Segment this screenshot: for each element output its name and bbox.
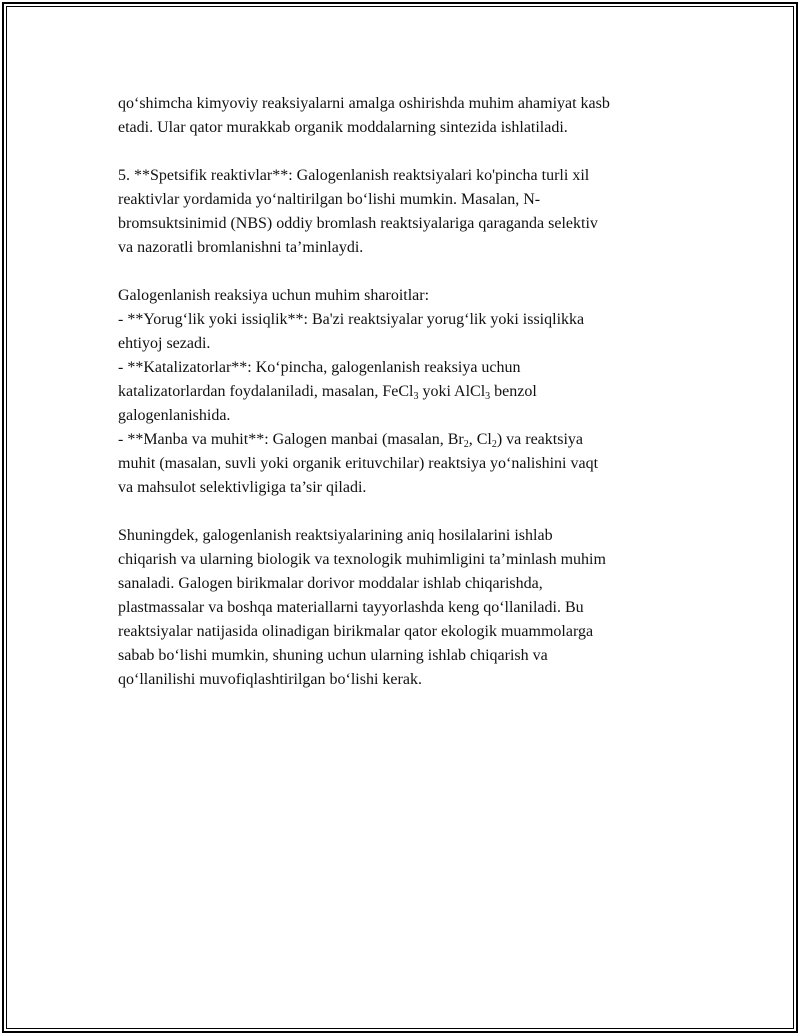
text-line: Shuningdek, galogenlanish reaktsiyalarining aniq hosilalarini ishlab (118, 527, 553, 544)
text-line: muhit (masalan, suvli yoki organik erituvchilar) reaktsiya yo‘nalishini vaqt (118, 455, 599, 472)
text-line: va mahsulot selektivligiga ta’sir qiladi. (118, 479, 367, 496)
text-line: qo‘llanilishi muvofiqlashtirilgan bo‘lishi kerak. (118, 671, 422, 688)
text-line: bromsuktsinimid (NBS) oddiy bromlash reaktsiyalariga qaraganda selektiv (118, 215, 598, 232)
bullet-light-heat: - **Yorug‘lik yoki issiqlik**: Ba'zi reaktsiyalar yorug‘lik yoki issiqlikka (118, 311, 585, 328)
text-line: qo‘shimcha kimyoviy reaksiyalarni amalga oshirishda muhim ahamiyat kasb (118, 95, 610, 112)
text-line-with-formula: katalizatorlardan foydalaniladi, masalan, FeCl$_3$ yoki AlCl$_3$ benzol (118, 383, 537, 402)
bullet-catalysts: - **Katalizatorlar**: Ko‘pincha, galogenlanish reaksiya uchun (118, 359, 521, 376)
text-line: reaktivlar yordamida yo‘naltirilgan bo‘lishi mumkin. Masalan, N- (118, 191, 541, 208)
text-line: reaktsiyalar natijasida olinadigan birikmalar qator ekologik muammolarga (118, 623, 594, 640)
conditions-section (118, 284, 698, 500)
text-line: ehtiyoj sezadi. (118, 335, 211, 352)
document-body (118, 92, 698, 692)
paragraph-specific-reagents (118, 164, 698, 260)
section-heading: Galogenlanish reaksiya uchun muhim sharoitlar: (118, 287, 430, 304)
text-line: galogenlanishida. (118, 407, 231, 424)
paragraph-intro (118, 92, 698, 140)
text-line: plastmassalar va boshqa materiallarni tayyorlashda keng qo‘llaniladi. Bu (118, 599, 584, 616)
text-line: va nazoratli bromlanishni ta’minlaydi. (118, 239, 364, 256)
paragraph-conclusion (118, 524, 698, 692)
text-line: 5. **Spetsifik reaktivlar**: Galogenlanish reaktsiyalari ko'pincha turli xil (118, 167, 590, 184)
text-line: etadi. Ular qator murakkab organik moddalarning sintezida ishlatiladi. (118, 119, 568, 136)
bullet-source-medium: - **Manba va muhit**: Galogen manbai (masalan, $Br_2$, $Cl_2$) va reaktsiya (118, 431, 583, 450)
text-line: chiqarish va ularning biologik va texnologik muhimligini ta’minlash muhim (118, 551, 606, 568)
text-line: sanaladi. Galogen birikmalar dorivor moddalar ishlab chiqarishda, (118, 575, 543, 592)
text-line: sabab bo‘lishi mumkin, shuning uchun ularning ishlab chiqarish va (118, 647, 548, 664)
